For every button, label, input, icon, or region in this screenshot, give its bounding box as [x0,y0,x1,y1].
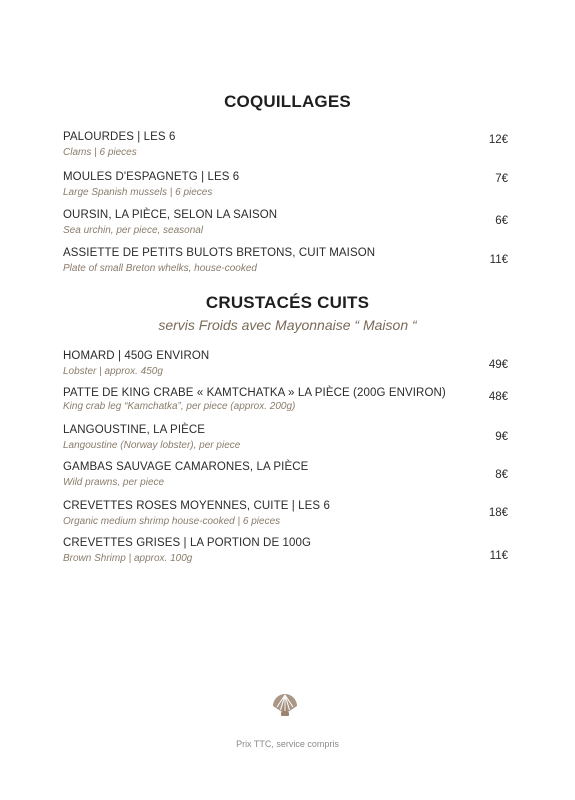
item-description: Brown Shrimp | approx. 100g [63,553,193,564]
menu-item [63,387,508,427]
item-price: 48€ [488,391,508,403]
menu-item [63,209,508,249]
item-price: 11€ [489,254,508,266]
item-name: OURSIN, LA PIÈCE, SELON LA SAISON [63,209,278,221]
menu-item [63,247,508,287]
item-price: 8€ [495,469,508,481]
item-name: PATTE DE KING CRABE « KAMTCHATKA » LA PIÈCE (200G ENVIRON) [63,387,446,399]
item-description: King crab leg “Kamchatka”, per piece (approx. 200g) [63,401,296,412]
menu-item [63,461,508,501]
section-title-coquillages: COQUILLAGES [224,92,351,111]
item-name: HOMARD | 450G ENVIRON [63,350,210,362]
menu-item [63,537,508,577]
item-price: 18€ [488,507,508,519]
item-description: Large Spanish mussels | 6 pieces [63,187,213,198]
item-description: Organic medium shrimp house-cooked | 6 pieces [63,516,281,527]
menu-item [63,500,508,540]
item-name: MOULES D'ESPAGNETG | LES 6 [63,171,240,183]
section-title-crustaces: CRUSTACÉS CUITS [205,293,370,312]
item-name: PALOURDES | LES 6 [63,131,176,143]
item-description: Langoustine (Norway lobster), per piece [63,440,241,451]
item-name: LANGOUSTINE, LA PIÈCE [63,424,206,436]
item-price: 6€ [495,215,508,227]
menu-item [63,350,508,390]
item-price: 12€ [488,134,508,146]
item-name: CREVETTES ROSES MOYENNES, CUITE | LES 6 [63,500,330,512]
item-name: GAMBAS SAUVAGE CAMARONES, LA PIÈCE [63,461,309,473]
item-price: 11€ [489,550,508,562]
item-price: 9€ [495,431,508,443]
item-description: Sea urchin, per piece, seasonal [63,225,204,236]
item-price: 7€ [495,173,508,185]
item-price: 49€ [488,359,508,371]
menu-item [63,171,508,211]
section-subtitle: servis Froids avec Mayonnaise “ Maison “ [158,317,417,333]
shell-icon [271,692,299,718]
menu-item [63,424,508,464]
menu-item [63,131,508,171]
item-name: CREVETTES GRISES | LA PORTION DE 100G [63,537,312,549]
item-description: Lobster | approx. 450g [63,366,163,377]
item-description: Plate of small Breton whelks, house-cooked [63,263,257,274]
item-description: Wild prawns, per piece [63,477,165,488]
item-name: ASSIETTE DE PETITS BULOTS BRETONS, CUIT MAISON [63,247,376,259]
footer-note: Prix TTC, service compris [236,739,339,749]
item-description: Clams | 6 pieces [63,147,137,158]
